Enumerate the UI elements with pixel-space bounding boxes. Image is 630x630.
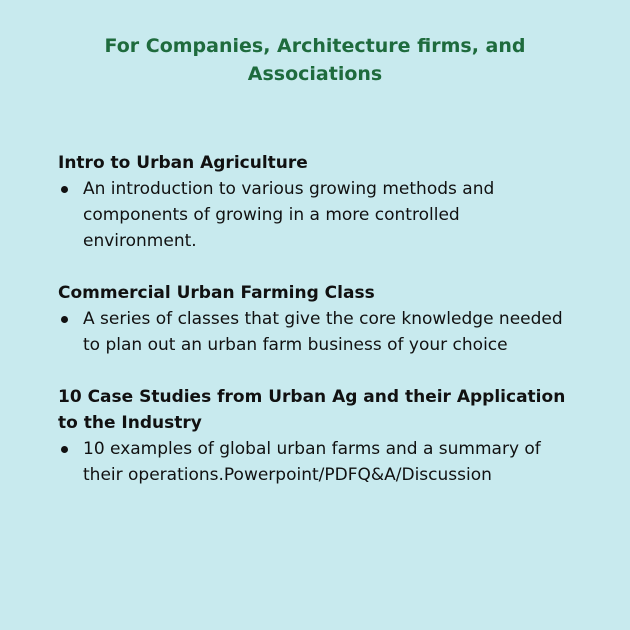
course-section-intro: [58, 150, 578, 254]
bullet-icon: [61, 186, 68, 193]
bullet-item: [58, 306, 578, 358]
course-section-case-studies: [58, 384, 578, 488]
bullet-list: [58, 306, 578, 358]
page-title: For Companies, Architecture firms, and Associations: [104, 35, 526, 85]
bullet-list: [58, 176, 578, 254]
bullet-text: A series of classes that give the core knowledge needed to plan out an urban farm business of your choice: [83, 309, 563, 355]
section-title: 10 Case Studies from Urban Ag and their Application to the Industry: [58, 387, 566, 433]
section-title: Commercial Urban Farming Class: [58, 283, 375, 303]
section-title: Intro to Urban Agriculture: [58, 153, 308, 173]
bullet-text: 10 examples of global urban farms and a summary of their operations.Powerpoint/PDFQ&A/Discussion: [83, 439, 541, 485]
bullet-item: [58, 436, 578, 488]
bullet-item: [58, 176, 578, 254]
bullet-icon: [61, 316, 68, 323]
bullet-icon: [61, 446, 68, 453]
course-list: [58, 150, 578, 514]
bullet-list: [58, 436, 578, 488]
bullet-text: An introduction to various growing methods and components of growing in a more controlled environment.: [83, 179, 495, 251]
course-section-commercial: [58, 280, 578, 358]
